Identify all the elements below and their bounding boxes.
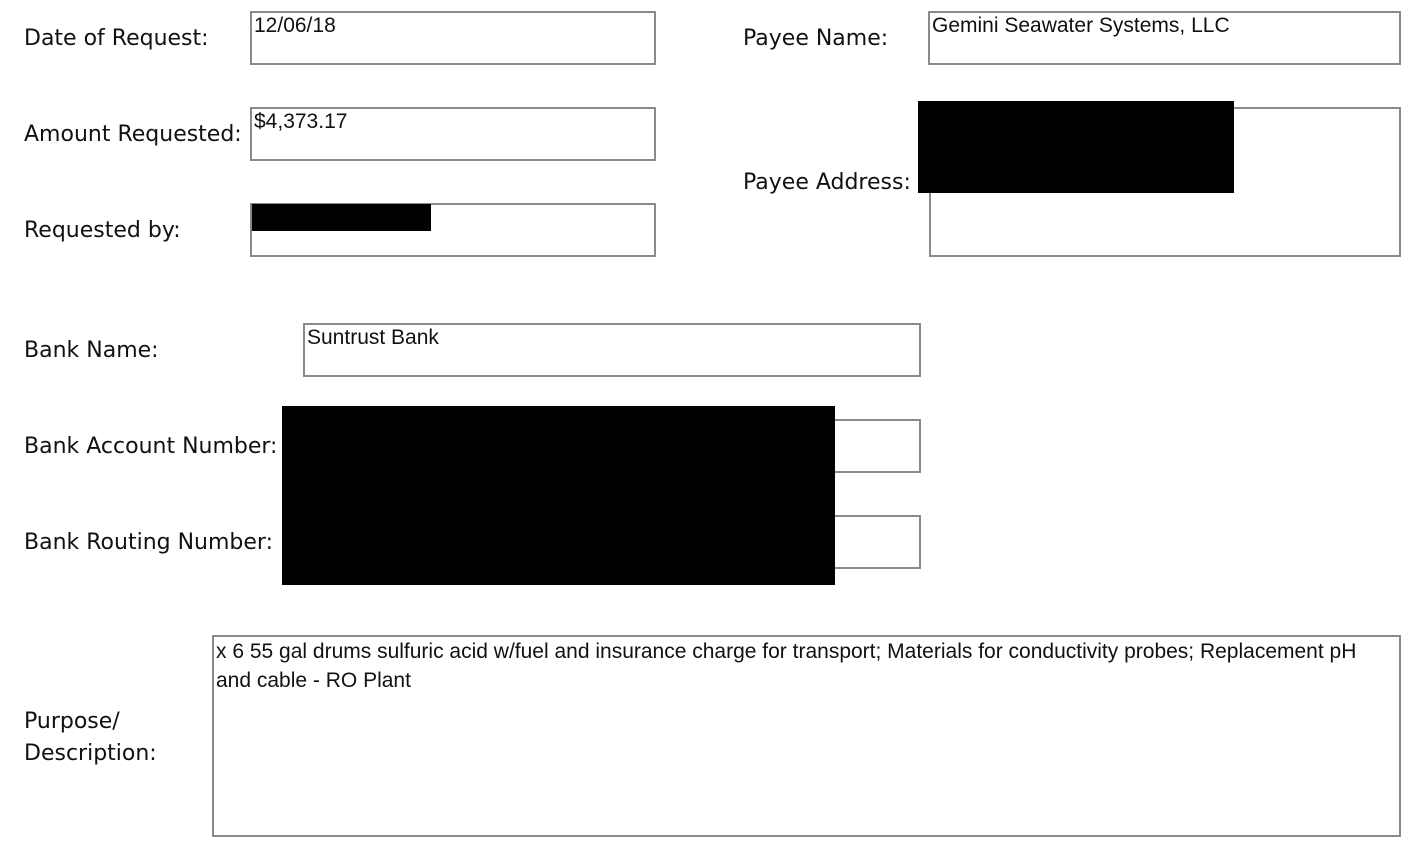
bank-name-label: Bank Name:	[24, 338, 159, 363]
date-of-request-field[interactable]: 12/06/18	[250, 11, 656, 65]
payee-name-field[interactable]: Gemini Seawater Systems, LLC	[928, 11, 1401, 65]
amount-requested-field[interactable]: $4,373.17	[250, 107, 656, 161]
date-of-request-label: Date of Request:	[24, 26, 209, 51]
requested-by-redaction	[252, 204, 431, 231]
requested-by-label: Requested by:	[24, 218, 181, 243]
payee-address-label: Payee Address:	[743, 170, 911, 195]
bank-account-number-label: Bank Account Number:	[24, 434, 278, 459]
payee-name-label: Payee Name:	[743, 26, 889, 51]
payee-address-redaction	[918, 101, 1234, 193]
amount-requested-label: Amount Requested:	[24, 122, 242, 147]
purpose-label-line2: Description:	[24, 741, 157, 766]
bank-routing-number-label: Bank Routing Number:	[24, 530, 273, 555]
bank-name-field[interactable]: Suntrust Bank	[303, 323, 921, 377]
bank-numbers-redaction	[282, 406, 835, 585]
purpose-label-line1: Purpose/	[24, 709, 120, 734]
purpose-description-field[interactable]: x 6 55 gal drums sulfuric acid w/fuel and insurance charge for transport; Materials for conductivity probes; Replacement pH and cable - RO Plant	[212, 635, 1401, 837]
